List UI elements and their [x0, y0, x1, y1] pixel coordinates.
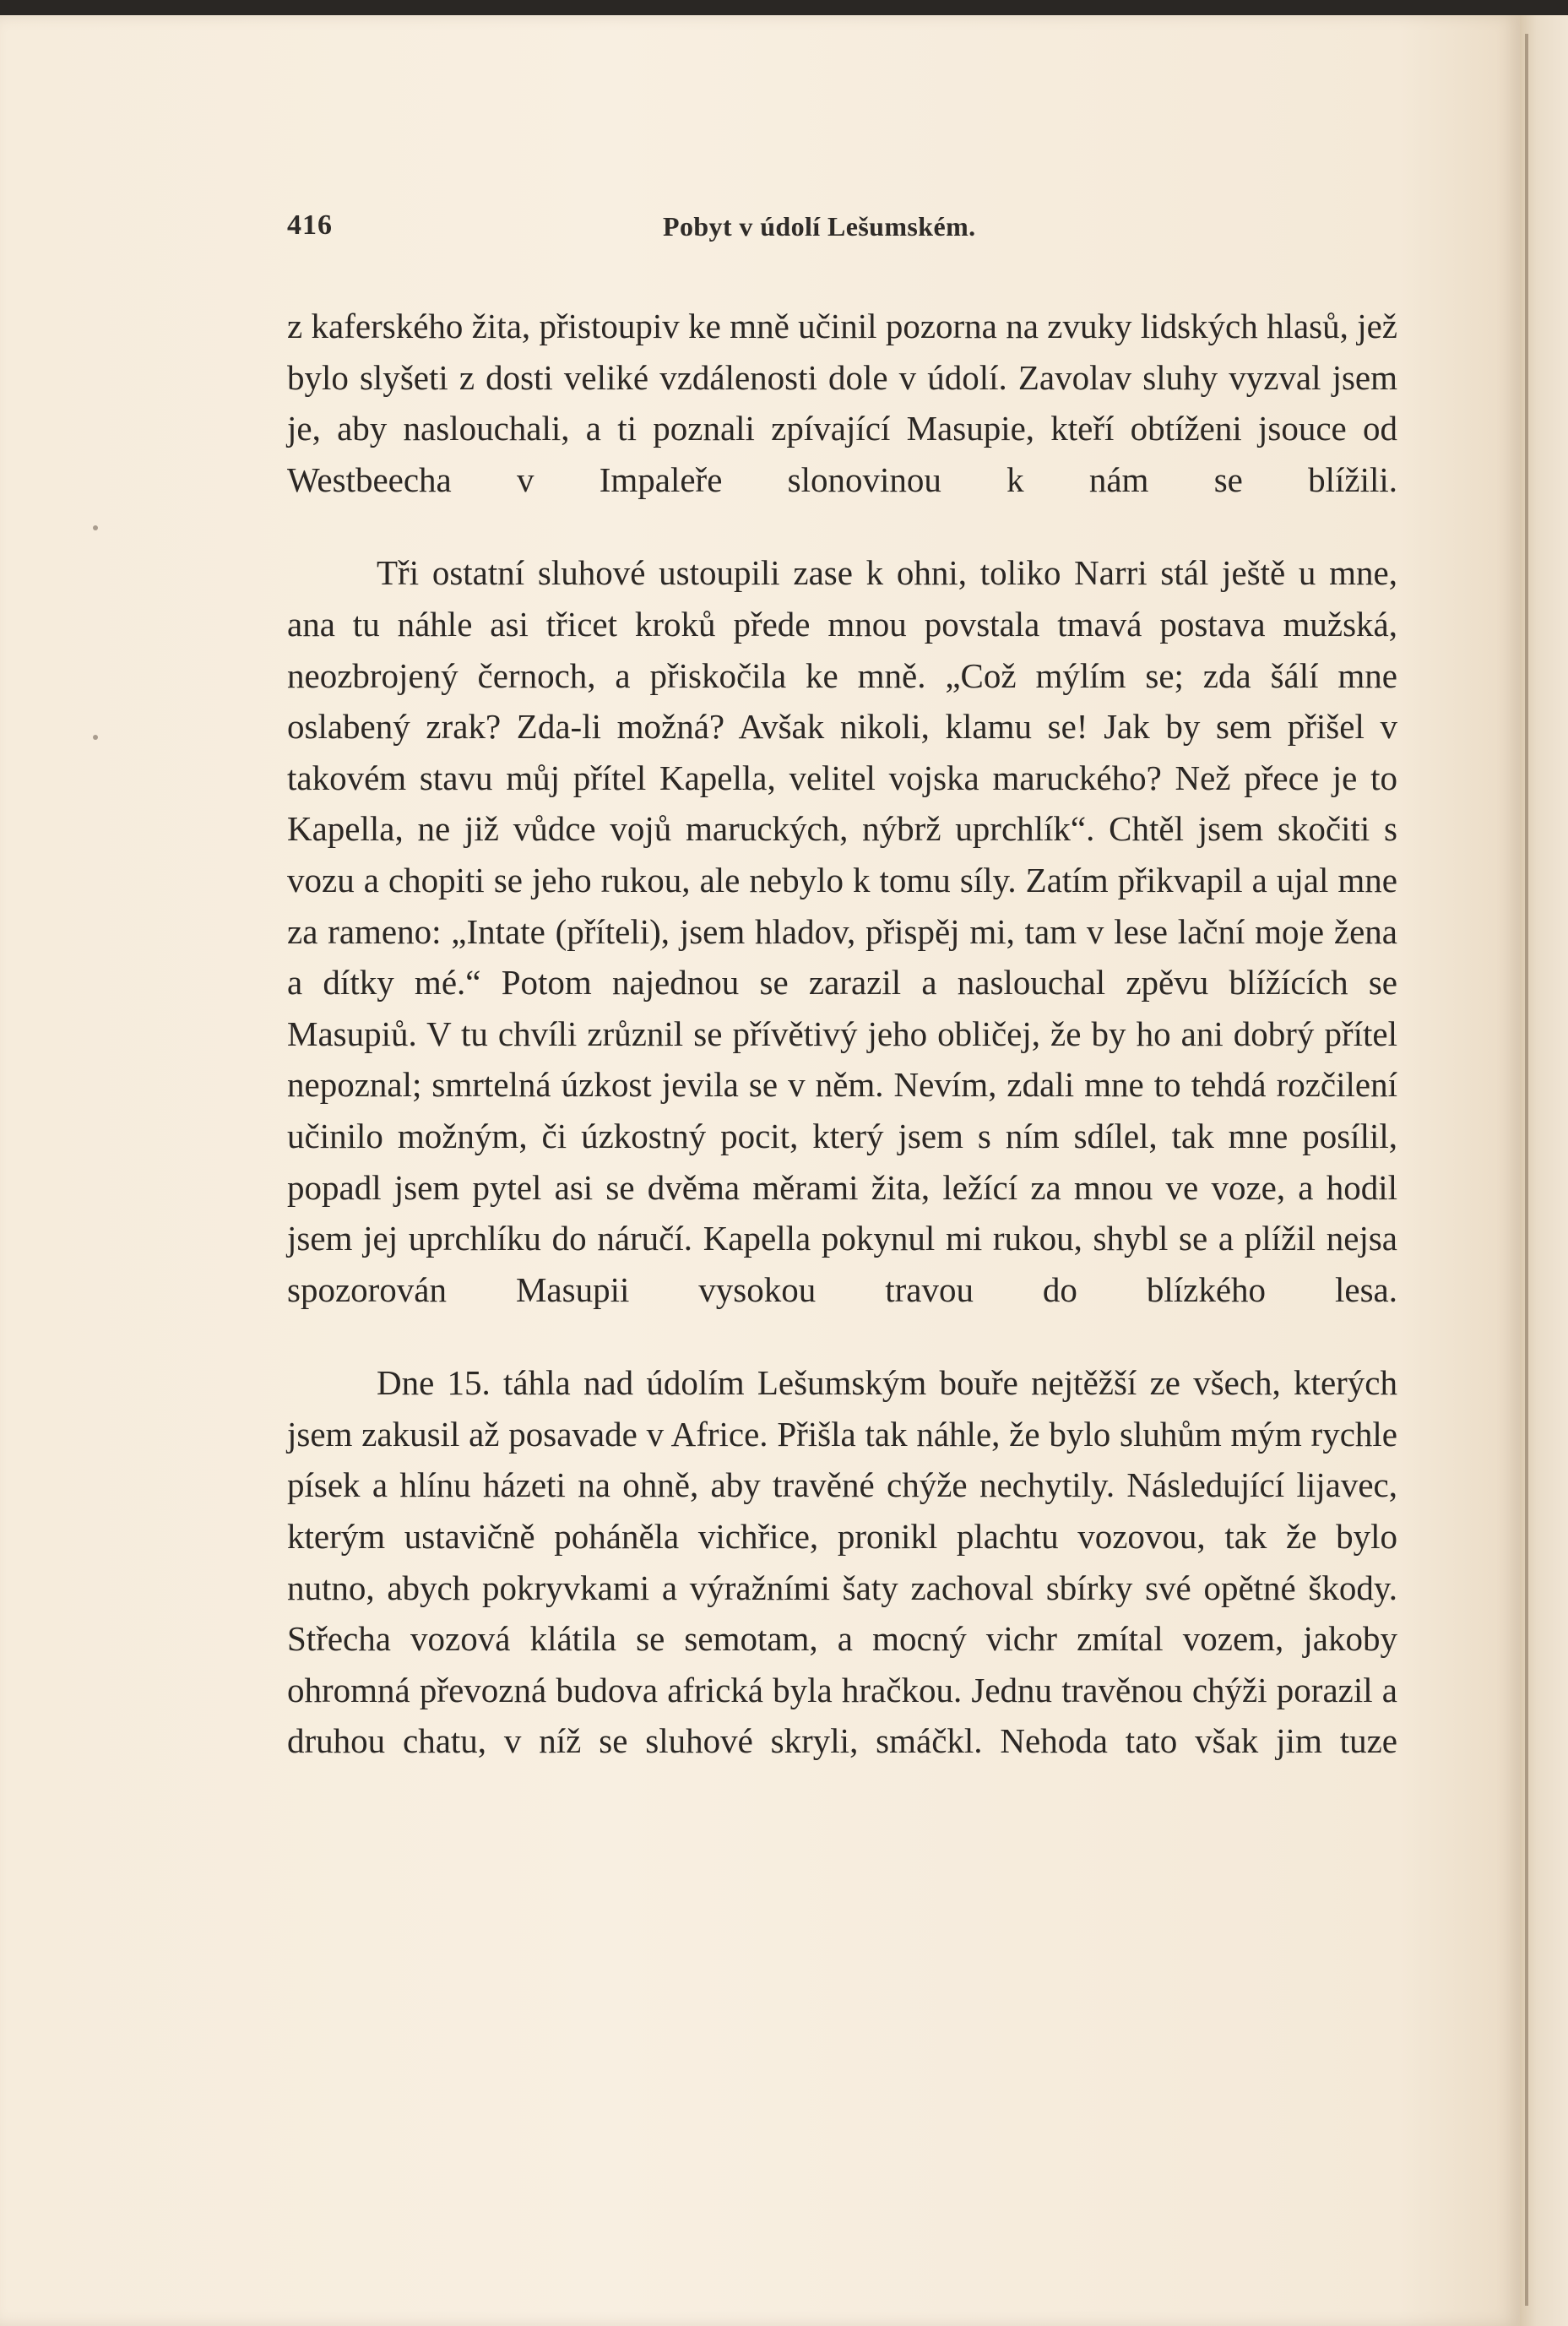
paragraph-1: z kaferského žita, přistoupiv ke mně učinil pozorna na zvuky lidských hlasů, jež bylo slyšeti z dosti veliké vzdálenosti dole v údolí. Zavolav sluhy vyzval jsem je, aby naslouchali, a ti poznali zpívající Masupie, kteří obtíženi jsouce od Westbeecha v Impaleře slonovinou k nám se blížili.	[287, 307, 1397, 499]
running-title: Pobyt v údolí Lešumském.	[663, 211, 976, 242]
page-header	[287, 209, 1397, 250]
paragraph-2: Tři ostatní sluhové ustoupili zase k ohni, toliko Narri stál ještě u mne, ana tu náhle asi třicet kroků přede mnou povstala tmavá postava mužská, neozbrojený černoch, a přiskočila ke mně. „Což mýlím se; zda šálí mne oslabený zrak? Zda-li možná? Avšak nikoli, klamu se! Jak by sem přišel v takovém stavu můj přítel Kapella, velitel vojska maruckého? Než přece je to Kapella, ne již vůdce vojů maruckých, nýbrž uprchlík“. Chtěl jsem skočiti s vozu a chopiti se jeho rukou, ale nebylo k tomu síly. Zatím přikvapil a ujal mne za rameno: „Intate (příteli), jsem hladov, přispěj mi, tam v lese lační moje žena a dítky mé.“ Potom najednou se zarazil a naslouchal zpěvu blížících se Masupiů. V tu chvíli zrůznil se přívětivý jeho obličej, že by ho ani dobrý přítel nepoznal; smrtelná úzkost jevila se v něm. Nevím, zdali mne to tehdá rozčilení učinilo možným, či úzkostný pocit, který jsem s ním sdílel, tak mne posílil, popadl jsem pytel asi se dvěma měrami žita, ležící za mnou ve voze, a hodil jsem jej uprchlíku do náručí. Kapella pokynul mi rukou, shybl se a plížil nejsa spozorován Masupii vysokou travou do blízkého lesa.	[287, 553, 1397, 1309]
body-text	[287, 301, 1397, 1767]
paragraph-3: Dne 15. táhla nad údolím Lešumským bouře nejtěžší ze všech, kterých jsem zakusil až posavade v Africe. Přišla tak náhle, že bylo sluhům mým rychle písek a hlínu házeti na ohně, aby travěné chýže nechytily. Následující lijavec, kterým ustavičně poháněla vichřice, pronikl plachtu vozovou, tak že bylo nutno, abych pokryvkami a výražními šaty zachoval sbírky své opětné škody. Střecha vozová klátila se semotam, a mocný vichr zmítal vozem, jakoby ohromná převozná budova africká byla hračkou. Jednu travěnou chýži porazil a druhou chatu, v níž se sluhové skryli, smáčkl. Nehoda tato však jim tuze	[287, 1363, 1397, 1761]
page-speck	[93, 735, 98, 740]
page-speck	[93, 525, 98, 530]
page-edge-line	[1525, 34, 1528, 2306]
page-number: 416	[287, 209, 333, 241]
